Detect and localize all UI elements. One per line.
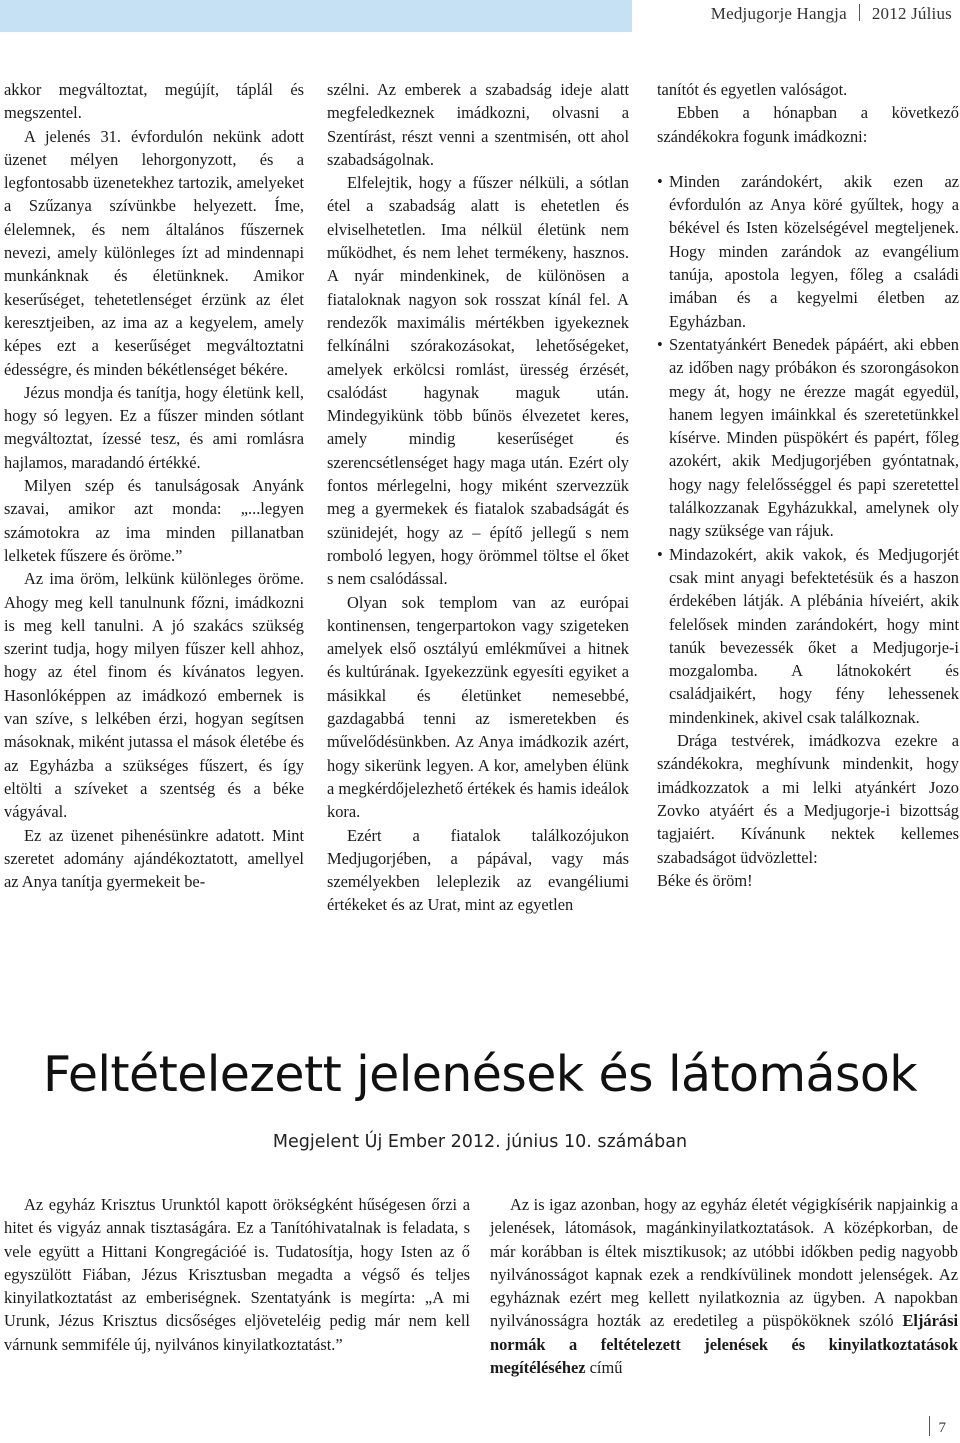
header-band xyxy=(0,0,632,32)
document-title-bold: Eljárási normák a feltételezett jelenések és kinyilatkoztatások megítéléséhez xyxy=(490,1311,958,1378)
col3-paragraph-1: tanítót és egyetlen valóságot. xyxy=(657,80,848,99)
article-left-paragraph: Az egyház Krisztus Urunktól kapott örökségként hűségesen őrzi a hitet és vigyáz annak tisztaságára. Ez a Tanítóhivatalnak is feladata, s vele együtt a Hittani Kongregációé is. Tudatosítja, hogy Isten az ő egyszülött Fiában, Jézus Krisztusban megadta a végső és teljes kinyilatkoztatást az emberiségnek. Szentatyánk is megírta: „A mi Urunk, Jézus Krisztus dicsőséges eljöveteléig pedig már nem kell várnunk semmiféle új, nyilvános kinyilatkoztatást.” xyxy=(4,1195,470,1354)
col1-paragraph-6: Ez az üzenet pihenésünkre adatott. Mint szeretet adomány ajándékoztatott, amellyel az Anya tanítja gyermekeit be- xyxy=(4,825,304,892)
article-subtitle: Megjelent Új Ember 2012. június 10. számában xyxy=(272,1132,688,1152)
intention-item: • Szentatyánkért Benedek pápáért, aki ebben az időben nagy próbákon és szorongásokon megy át, hogy ne érezze magát egyedül, hanem legyen imáinkkal és szeretetünkkel kísérve. Minden püspökért és papért, főleg azokért, akik Medjugorjében gyóntatnak, hogy nagy felelősséggel és papi szeretettel találkozzanak Egyházukkal, amelynek oly nagy szüksége van rájuk. xyxy=(657,333,959,543)
column-3 xyxy=(657,78,959,892)
intentions-list xyxy=(657,170,959,729)
intention-item: • Minden zarándokért, akik ezen az évfordulón az Anya köré gyűltek, hogy a békével és Isten közelségével megteljenek. Hogy minden zarándok az evangélium tanúja, apostola legyen, főleg a családi imában és a kegyelmi életben az Egyházban. xyxy=(657,170,959,333)
article-right-paragraph xyxy=(490,1193,958,1379)
column-1 xyxy=(4,78,304,893)
signoff: Béke és öröm! xyxy=(657,870,753,890)
column-2 xyxy=(327,78,629,917)
article-right-text: Az is igaz azonban, hogy az egyház életét végigkísérik napjainkig a jelenések, látomások, magánkinyilatkoztatások. A középkorban, de már korábban is éltek misztikusok; az utóbbi időkben pedig nagyobb nyilvánosságot kapnak ezek a rendkívülinek mondott jelenségek. Az egyháznak ezért meg kellett nyilatkoznia az ügyben. A napokban nyilvánosságra hozták az eredetileg a püspököknek szóló xyxy=(490,1195,958,1331)
page-number-rule xyxy=(929,1416,930,1436)
page-number xyxy=(929,1416,947,1437)
article-column-right xyxy=(490,1193,958,1379)
col1-paragraph-3: Jézus mondja és tanítja, hogy életünk kell, hogy só legyen. Ez a fűszer minden sótlant megváltoztat, ízessé tesz, és ami romlásra hajlamos, maradandó értékké. xyxy=(4,382,304,472)
intention-item: • Mindazokért, akik vakok, és Medjugorjét csak mint anyagi befektetésük és a haszon érdekében látják. A plébánia híveiért, akik felelősek minden zarándokért, hogy mint tanúk bevezessék őket a Medjugorje-i mozgalomba. A látnokokért és családjaikért, hogy fény lehessenek mindenkinek, akivel csak találkoznak. xyxy=(657,543,959,729)
article-column-left xyxy=(4,1193,470,1356)
header-separator xyxy=(859,4,860,21)
col2-paragraph-4: Ezért a fiatalok találkozójukon Medjugorjében, a pápával, vagy más személyekben leleplezik az evangéliumi értékeket és az Urat, mint az egyetlen xyxy=(327,825,629,915)
col1-paragraph-4: Milyen szép és tanulságosak Anyánk szavai, amikor azt monda: „...legyen számotokra az ima minden pillanatban lelketek fűszere és öröme.” xyxy=(4,476,304,565)
col1-paragraph-5: Az ima öröm, lelkünk különleges öröme. Ahogy meg kell tanulnunk főzni, imádkozni is meg kell tanulni. A jó szakács szükség szerint tudja, hogy milyen fűszer kell ahhoz, hogy az étel finom és kívánatos legyen. Hasonlóképpen az imádkozó embernek is van szíve, s lelkében érzi, hogyan segítsen másoknak, miként jutassa el mások életébe és az Egyházba a szükséges fűszert, és így eltölti a szíveket a szentség és a béke vágyával. xyxy=(4,569,304,822)
col2-paragraph-2: Elfelejtik, hogy a fűszer nélküli, a sótlan étel a szabadság alatt is ehetetlen és elviselhetetlen. Ima nélkül életünk nem működhet, és nem lehet termékeny, hasznos. A nyár mindenkinek, de különösen a fiataloknak nagyon sok rosszat kínál fel. A rendezők maximális mértékben igyekeznek felkínálni szórakozásokat, lehetőségeket, amelyek erkölcsi romlást, üresség érzését, csalódást hagynak maguk után. Mindegyikünk több bűnös élvezetet keres, amely mindig keserűséget és szerencsétlenséget hagy maga után. Ezért oly fontos mérlegelni, hogy miként szervezzük meg a gyermekek és fiatalok szabadságát és szünidejét, hogy az – építő jellegű s nem romboló legyen, hogy örömmel töltse el őket s nem csalódással. xyxy=(327,173,629,589)
running-header xyxy=(711,4,952,28)
article-right-tail: című xyxy=(585,1358,623,1378)
issue-date: 2012 Július xyxy=(871,4,952,23)
publication-name: Medjugorje Hangja xyxy=(710,4,847,23)
article-title: Feltételezett jelenések és látomások xyxy=(42,1046,918,1103)
col1-paragraph-2: A jelenés 31. évfordulón nekünk adott üzenet mélyen lehorgonyzott, és a legfontosabb üzenetekhez tartozik, amelyeket a Szűzanya szívünkbe helyezett. Íme, élelemnek, és nem általános fűszernek nevezi, amely különleges ízt ad mindennapi munkánknak és életünknek. Amikor keserűséget, tehetetlenséget érzünk az élet keresztjeiben, az ima az a kegyelem, amely képes ezt a keserűséget megváltoztatni édességre, és minden békétlenséget békére. xyxy=(4,126,304,379)
col2-paragraph-1: szélni. Az emberek a szabadság ideje alatt megfeledkeznek imádkozni, olvasni a Szentírást, részt venni a szentmisén, ott ahol szabadságolnak. xyxy=(327,80,629,169)
col3-intentions-intro: Ebben a hónapban a következő szándékokra fogunk imádkozni: xyxy=(657,103,959,146)
page-number-value: 7 xyxy=(938,1420,946,1436)
closing-paragraph: Drága testvérek, imádkozva ezekre a szándékokra, meghívunk mindenkit, hogy imádkozzatok a mi lelki atyánkért Jozo Zovko atyáért és a Medjugorje-i bizottság tagjaiért. Kívánunk nektek kellemes szabadságot üdvözlettel: xyxy=(657,731,959,867)
col1-paragraph-1: akkor megváltoztat, megújít, táplál és megszentel. xyxy=(4,80,304,123)
col2-paragraph-3: Olyan sok templom van az európai kontinensen, tengerpartokon vagy szigeteken amelyek első osztályú emlékművei a hitnek és kultúrának. Igyekezzünk egyesíti egyiket a másikkal és életünket nemesebbé, gazdagabbá tenni az ismeretekben és művelődésünkben. Az Anya imádkozik azért, hogy sikerünk legyen. A kor, amelyben élünk a megkérdőjelezhető értékek és hamis ideálok kora. xyxy=(327,592,629,822)
